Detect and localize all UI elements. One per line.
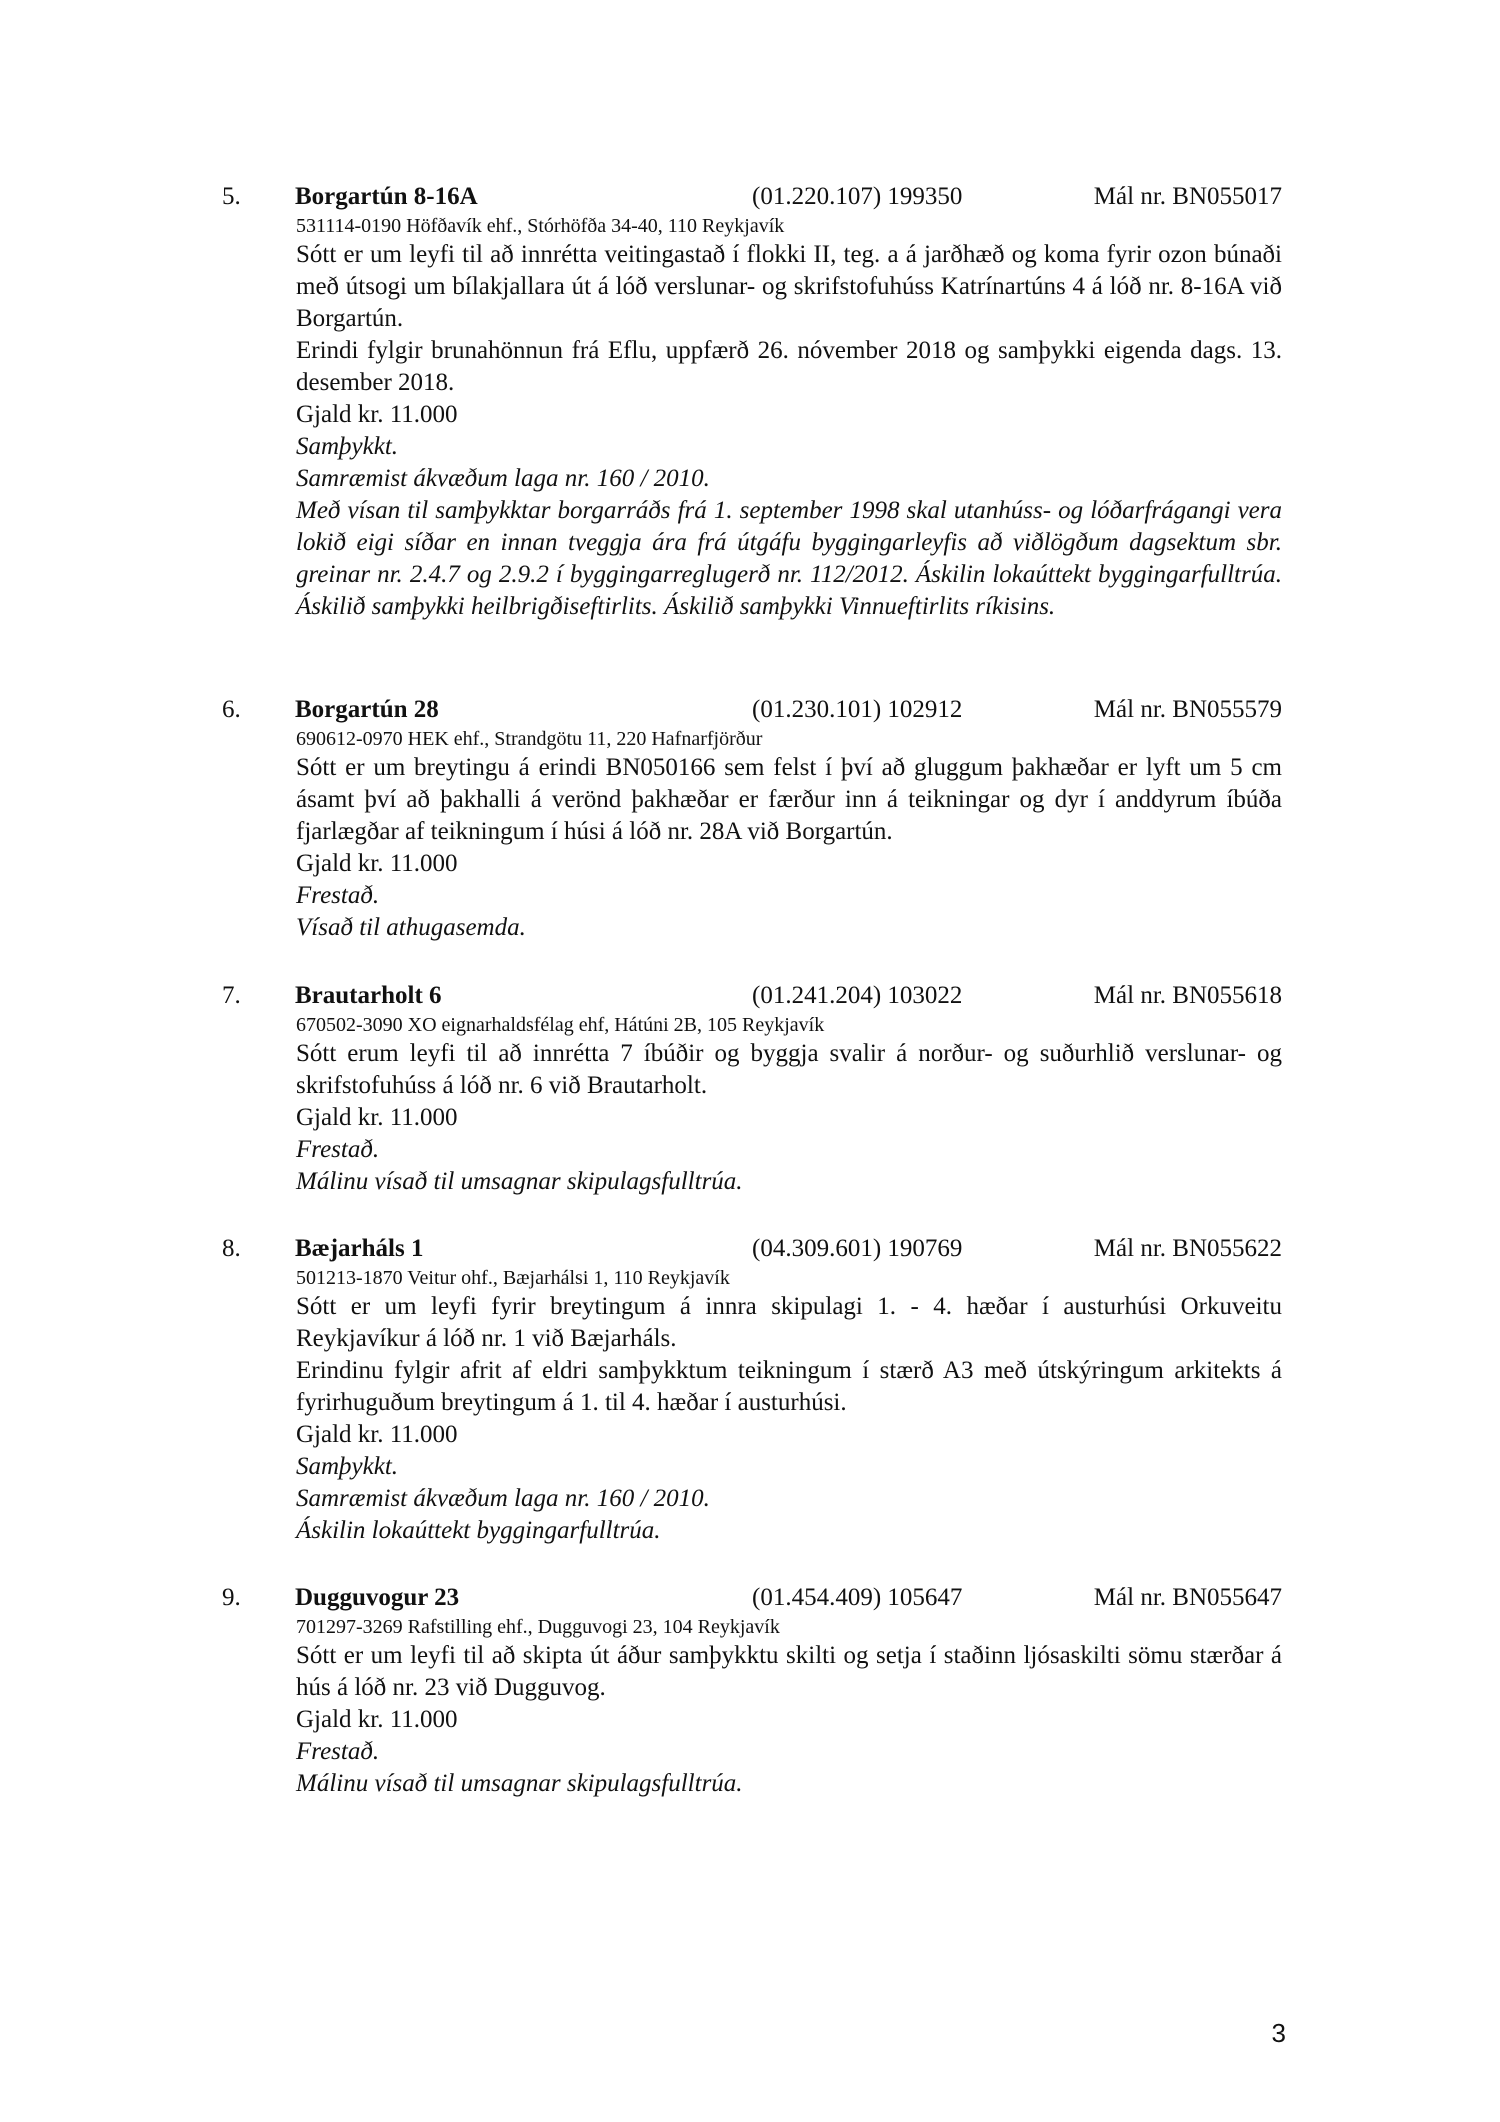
- applicant: 701297-3269 Rafstilling ehf., Dugguvogi 23, 104 Reykjavík: [296, 1616, 780, 1638]
- applicant: 501213-1870 Veitur ohf., Bæjarhálsi 1, 110 Reykjavík: [296, 1267, 730, 1289]
- decision: Samþykkt.: [296, 433, 399, 460]
- case-address: Dugguvogur 23: [295, 1584, 460, 1611]
- case-number-index: 7.: [222, 982, 241, 1009]
- attachments: Erindinu fylgir afrit af eldri samþykktum teikningum í stærð A3 með útskýringum arkitekts á fyrirhuguðum breytingum á 1. til 4. hæðar í austurhúsi.: [296, 1357, 1282, 1416]
- case-number: Mál nr. BN055579: [1093, 696, 1282, 723]
- decision: Samþykkt.: [296, 1453, 399, 1480]
- case-body: [296, 1614, 1282, 1800]
- case-address: Brautarholt 6: [295, 982, 442, 1009]
- case-header: [222, 181, 1282, 213]
- decision: Frestað.: [296, 1136, 380, 1163]
- condition: Samræmist ákvæðum laga nr. 160 / 2010.: [296, 1485, 710, 1512]
- land-number: (01.230.101) 102912: [752, 696, 963, 723]
- case-number: Mál nr. BN055618: [1093, 982, 1282, 1009]
- case-number-index: 5.: [222, 183, 241, 210]
- condition: Málinu vísað til umsagnar skipulagsfulltrúa.: [296, 1168, 743, 1195]
- case-header: [222, 980, 1282, 1012]
- case-address: Borgartún 28: [295, 696, 439, 723]
- case-header: [222, 1233, 1282, 1265]
- fee: Gjald kr. 11.000: [296, 850, 458, 877]
- condition: Vísað til athugasemda.: [296, 914, 526, 941]
- case-item: [222, 181, 1282, 623]
- case-header: [222, 1582, 1282, 1614]
- decision: Frestað.: [296, 1738, 380, 1765]
- page-number: 3: [1271, 2018, 1286, 2048]
- description: Sótt er um leyfi til að innrétta veitingastað í flokki II, teg. a á jarðhæð og koma fyrir ozon búnaði með útsogi um bílakjallara út á lóð verslunar- og skrifstofuhúss Katrínartúns 4 á lóð nr. 8-16A við Borgartún.: [296, 241, 1282, 332]
- case-body: [296, 1265, 1282, 1547]
- description: Sótt erum leyfi til að innrétta 7 íbúðir og byggja svalir á norður- og suðurhlið verslunar- og skrifstofuhúss á lóð nr. 6 við Brautarholt.: [296, 1040, 1282, 1099]
- land-number: (01.220.107) 199350: [752, 183, 963, 210]
- case-item: [222, 1233, 1282, 1547]
- applicant: 690612-0970 HEK ehf., Strandgötu 11, 220 Hafnarfjörður: [296, 728, 763, 750]
- case-body: [296, 1012, 1282, 1198]
- land-number: (01.241.204) 103022: [752, 982, 963, 1009]
- description: Sótt er um leyfi fyrir breytingum á innra skipulagi 1. - 4. hæðar í austurhúsi Orkuveitu Reykjavíkur á lóð nr. 1 við Bæjarháls.: [296, 1293, 1282, 1352]
- attachments: Erindi fylgir brunahönnun frá Eflu, uppfærð 26. nóvember 2018 og samþykki eigenda dags. 13. desember 2018.: [296, 337, 1282, 396]
- case-item: [222, 980, 1282, 1198]
- fee: Gjald kr. 11.000: [296, 1104, 458, 1131]
- case-body: [296, 213, 1282, 623]
- case-item: [222, 694, 1282, 944]
- applicant: 531114-0190 Höfðavík ehf., Stórhöfða 34-40, 110 Reykjavík: [296, 215, 785, 237]
- case-number: Mál nr. BN055017: [1093, 183, 1282, 210]
- case-number: Mál nr. BN055622: [1093, 1235, 1282, 1262]
- fee: Gjald kr. 11.000: [296, 401, 458, 428]
- case-address: Borgartún 8-16A: [295, 183, 478, 210]
- description: Sótt er um leyfi til að skipta út áður samþykktu skilti og setja í staðinn ljósaskilti sömu stærðar á hús á lóð nr. 23 við Dugguvog.: [296, 1642, 1282, 1701]
- land-number: (04.309.601) 190769: [752, 1235, 963, 1262]
- case-address: Bæjarháls 1: [295, 1235, 424, 1262]
- case-number: Mál nr. BN055647: [1093, 1584, 1282, 1611]
- applicant: 670502-3090 XO eignarhaldsfélag ehf, Hátúni 2B, 105 Reykjavík: [296, 1014, 825, 1036]
- fee: Gjald kr. 11.000: [296, 1421, 458, 1448]
- condition: Með vísan til samþykktar borgarráðs frá 1. september 1998 skal utanhúss- og lóðarfrágangi vera lokið eigi síðar en innan tveggja ára frá útgáfu byggingarleyfis að viðlögðum dagsektum sbr. greinar nr. 2.4.7 og 2.9.2 í byggingarreglugerð nr. 112/2012. Áskilin lokaúttekt byggingarfulltrúa. Áskilið samþykki heilbrigðiseftirlits. Áskilið samþykki Vinnueftirlits ríkisins.: [296, 497, 1282, 620]
- description: Sótt er um breytingu á erindi BN050166 sem felst í því að gluggum þakhæðar er lyft um 5 cm ásamt því að þakhalli á verönd þakhæðar er færður inn á teikningar og dyr í anddyrum íbúða fjarlægðar af teikningum í húsi á lóð nr. 28A við Borgartún.: [296, 754, 1282, 845]
- case-body: [296, 726, 1282, 944]
- case-header: [222, 694, 1282, 726]
- land-number: (01.454.409) 105647: [752, 1584, 963, 1611]
- decision: Frestað.: [296, 882, 380, 909]
- condition: Áskilin lokaúttekt byggingarfulltrúa.: [296, 1517, 661, 1544]
- condition: Málinu vísað til umsagnar skipulagsfulltrúa.: [296, 1770, 743, 1797]
- case-number-index: 6.: [222, 696, 241, 723]
- case-item: [222, 1582, 1282, 1800]
- fee: Gjald kr. 11.000: [296, 1706, 458, 1733]
- case-number-index: 8.: [222, 1235, 241, 1262]
- condition: Samræmist ákvæðum laga nr. 160 / 2010.: [296, 465, 710, 492]
- case-number-index: 9.: [222, 1584, 241, 1611]
